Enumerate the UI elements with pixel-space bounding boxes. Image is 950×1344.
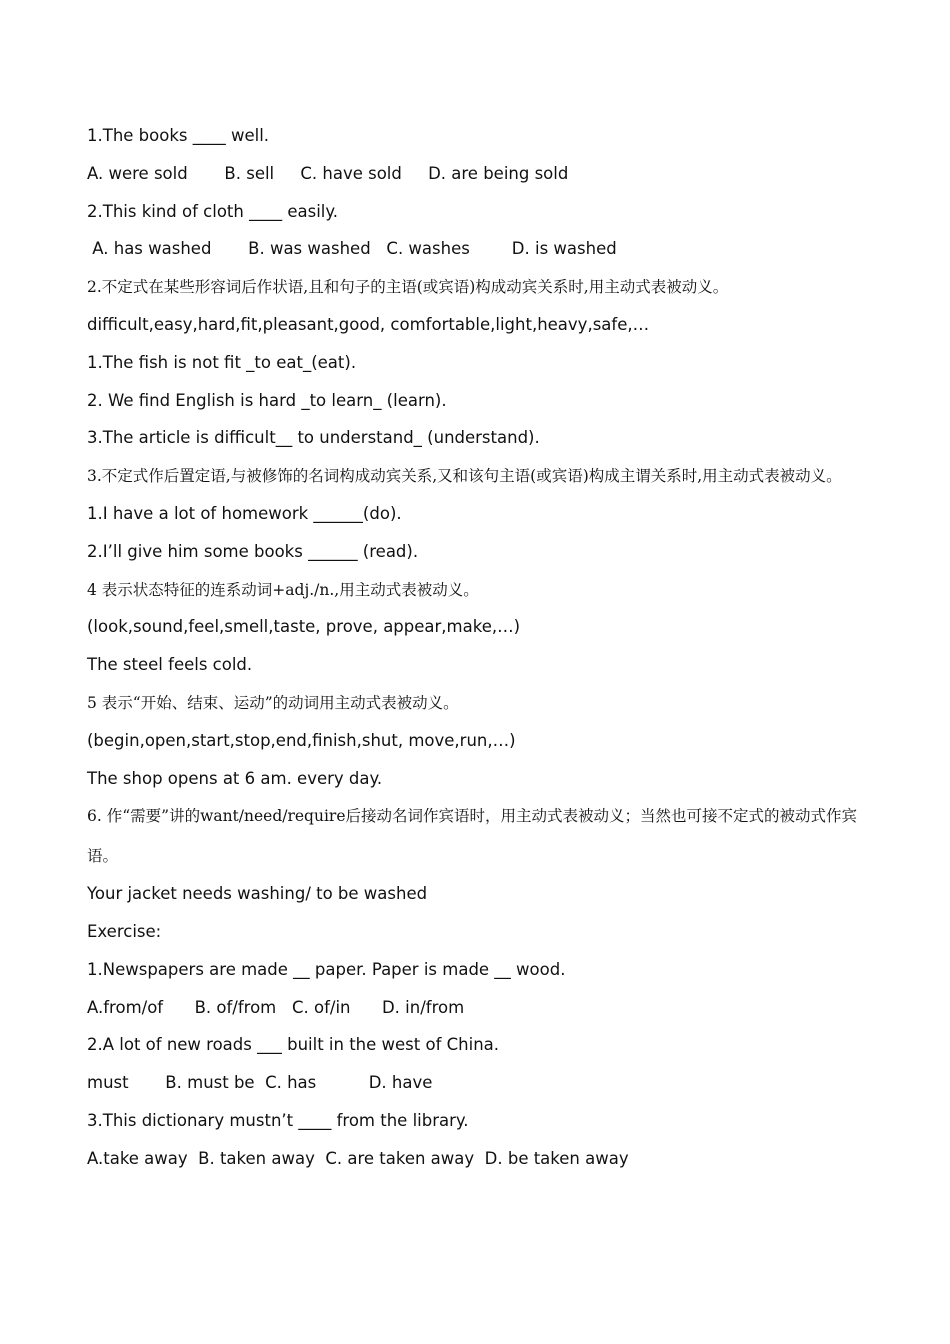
rule-6-heading: 6. 作“需要”讲的want/need/require后接动名词作宾语时，用主动式表被动义；当然也可接不定式的被动式作宾语。 <box>87 807 858 866</box>
rule-3-heading: 3.不定式作后置定语,与被修饰的名词构成动宾关系,又和该句主语(或宾语)构成主谓关系时,用主动式表被动义。 <box>87 467 842 486</box>
rule-5-example: The shop opens at 6 am. every day. <box>87 768 383 788</box>
exercise-heading: Exercise: <box>87 921 162 941</box>
exercise-2-options: must B. must be C. has D. have <box>87 1073 433 1093</box>
rule-2-example-3: 3.The article is difficult__ to understand_ (understand). <box>87 428 540 448</box>
rule-4-heading: 4 表示状态特征的连系动词+adj./n.,用主动式表被动义。 <box>87 580 479 599</box>
exercise-1-options: A.from/of B. of/from C. of/in D. in/from <box>87 997 465 1017</box>
exercise-1-stem: 1.Newspapers are made __ paper. Paper is made __ wood. <box>87 959 566 979</box>
question-2-stem: 2.This kind of cloth ____ easily. <box>87 201 339 221</box>
rule-2-example-2: 2. We find English is hard _to learn_ (learn). <box>87 390 447 410</box>
rule-4-example: The steel feels cold. <box>87 655 253 675</box>
rule-2-adjective-list: difficult,easy,hard,fit,pleasant,good, comfortable,light,heavy,safe,… <box>87 314 650 334</box>
rule-4-verb-list: (look,sound,feel,smell,taste, prove, appear,make,…) <box>87 617 521 637</box>
rule-5-verb-list: (begin,open,start,stop,end,finish,shut, move,run,…) <box>87 730 516 750</box>
rule-5-heading: 5 表示“开始、结束、运动”的动词用主动式表被动义。 <box>87 693 459 712</box>
rule-2-heading: 2.不定式在某些形容词后作状语,且和句子的主语(或宾语)构成动宾关系时,用主动式表被动义。 <box>87 278 729 297</box>
rule-6-example: Your jacket needs washing/ to be washed <box>87 884 428 904</box>
rule-3-example-1: 1.I have a lot of homework ______(do). <box>87 503 402 523</box>
rule-2-example-1: 1.The fish is not fit _to eat_(eat). <box>87 352 357 372</box>
exercise-2-stem: 2.A lot of new roads ___ built in the west of China. <box>87 1035 500 1055</box>
rule-3-example-2: 2.I’ll give him some books ______ (read). <box>87 541 419 561</box>
exercise-3-options: A.take away B. taken away C. are taken away D. be taken away <box>87 1148 629 1168</box>
exercise-3-stem: 3.This dictionary mustn’t ____ from the library. <box>87 1110 469 1130</box>
document-body <box>87 125 877 1186</box>
question-1-stem: 1.The books ____ well. <box>87 126 270 145</box>
question-1-options: A. were sold B. sell C. have sold D. are being sold <box>87 163 569 183</box>
question-2-options: A. has washed B. was washed C. washes D. is washed <box>87 239 617 259</box>
